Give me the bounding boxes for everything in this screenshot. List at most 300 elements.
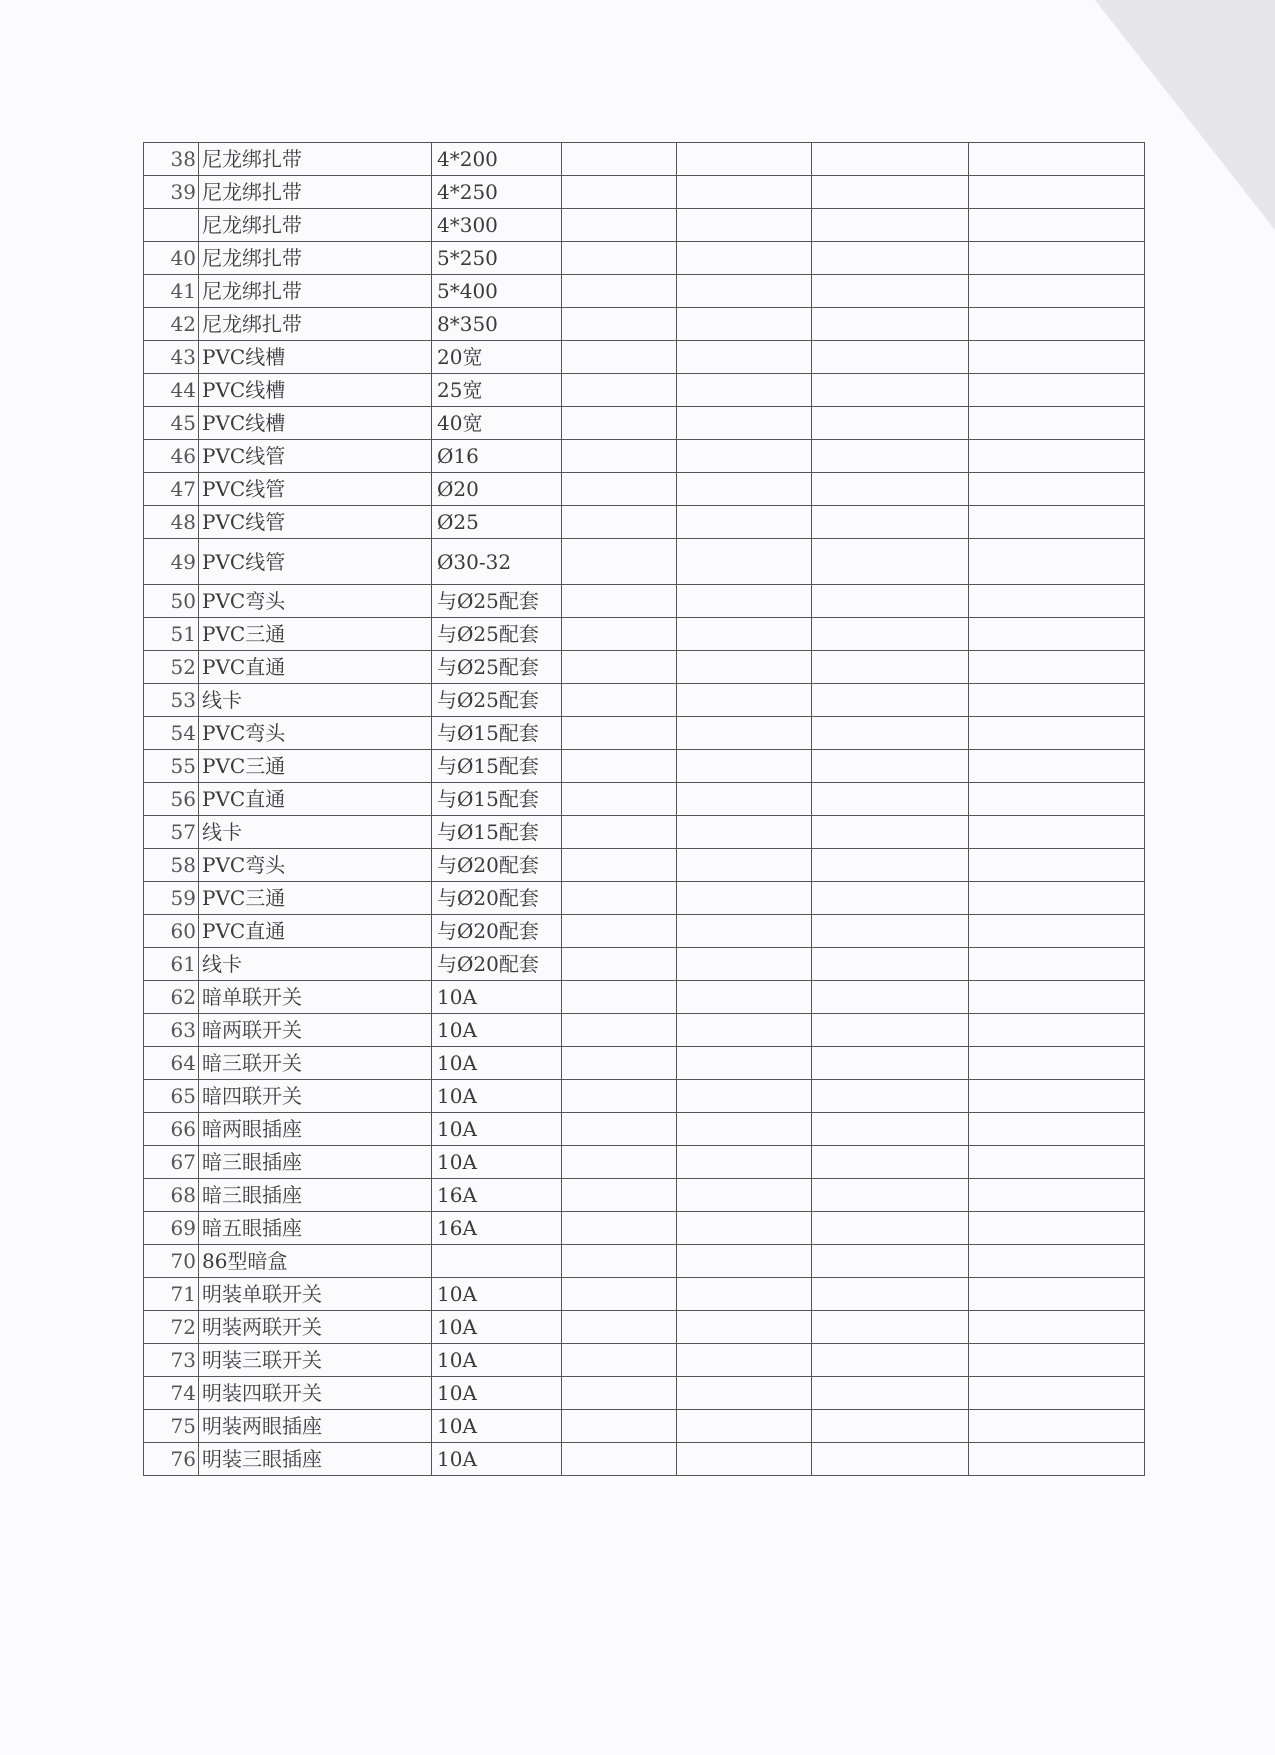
item-name: 尼龙绑扎带 [199, 308, 432, 341]
empty-cell [677, 143, 812, 176]
empty-cell [677, 1443, 812, 1476]
table-row [144, 1278, 1145, 1311]
table-row [144, 308, 1145, 341]
row-number: 49 [144, 539, 199, 585]
item-spec: 10A [432, 1080, 562, 1113]
item-name: 暗单联开关 [199, 981, 432, 1014]
row-number: 65 [144, 1080, 199, 1113]
item-spec: 10A [432, 981, 562, 1014]
empty-cell [677, 506, 812, 539]
empty-cell [812, 1344, 969, 1377]
empty-cell [812, 1113, 969, 1146]
empty-cell [677, 783, 812, 816]
row-number: 56 [144, 783, 199, 816]
item-name: 尼龙绑扎带 [199, 209, 432, 242]
item-spec: Ø25 [432, 506, 562, 539]
item-name: 明装单联开关 [199, 1278, 432, 1311]
empty-cell [562, 143, 677, 176]
empty-cell [562, 209, 677, 242]
empty-cell [562, 308, 677, 341]
empty-cell [677, 1344, 812, 1377]
item-spec: 10A [432, 1410, 562, 1443]
empty-cell [969, 1146, 1145, 1179]
row-number: 54 [144, 717, 199, 750]
item-spec: 与Ø20配套 [432, 849, 562, 882]
empty-cell [969, 717, 1145, 750]
empty-cell [677, 585, 812, 618]
empty-cell [812, 473, 969, 506]
row-number: 70 [144, 1245, 199, 1278]
item-name: PVC直通 [199, 783, 432, 816]
empty-cell [677, 1080, 812, 1113]
empty-cell [677, 750, 812, 783]
empty-cell [562, 750, 677, 783]
empty-cell [562, 1047, 677, 1080]
table-body [144, 143, 1145, 1476]
empty-cell [969, 618, 1145, 651]
row-number: 43 [144, 341, 199, 374]
item-spec: 10A [432, 1146, 562, 1179]
row-number: 60 [144, 915, 199, 948]
item-spec: 5*250 [432, 242, 562, 275]
empty-cell [677, 341, 812, 374]
empty-cell [969, 209, 1145, 242]
item-spec: 10A [432, 1047, 562, 1080]
empty-cell [969, 1014, 1145, 1047]
empty-cell [562, 275, 677, 308]
row-number: 50 [144, 585, 199, 618]
empty-cell [812, 1047, 969, 1080]
empty-cell [969, 915, 1145, 948]
item-spec: Ø30-32 [432, 539, 562, 585]
item-name: 暗两眼插座 [199, 1113, 432, 1146]
empty-cell [969, 275, 1145, 308]
empty-cell [677, 176, 812, 209]
table-row [144, 209, 1145, 242]
table-row [144, 539, 1145, 585]
empty-cell [969, 1278, 1145, 1311]
empty-cell [677, 1014, 812, 1047]
item-name: PVC线管 [199, 539, 432, 585]
empty-cell [969, 308, 1145, 341]
table-row [144, 1311, 1145, 1344]
row-number: 74 [144, 1377, 199, 1410]
table-row [144, 585, 1145, 618]
item-spec: 40宽 [432, 407, 562, 440]
item-spec: 与Ø20配套 [432, 882, 562, 915]
empty-cell [812, 948, 969, 981]
empty-cell [969, 1047, 1145, 1080]
item-spec: 与Ø25配套 [432, 651, 562, 684]
table-row [144, 816, 1145, 849]
empty-cell [812, 242, 969, 275]
table-row [144, 684, 1145, 717]
table-row [144, 882, 1145, 915]
row-number: 64 [144, 1047, 199, 1080]
row-number: 62 [144, 981, 199, 1014]
item-name: 暗两联开关 [199, 1014, 432, 1047]
empty-cell [812, 849, 969, 882]
item-spec: 4*300 [432, 209, 562, 242]
row-number: 76 [144, 1443, 199, 1476]
item-name: 暗四联开关 [199, 1080, 432, 1113]
empty-cell [969, 407, 1145, 440]
item-spec: 10A [432, 1311, 562, 1344]
item-spec: 8*350 [432, 308, 562, 341]
empty-cell [677, 1311, 812, 1344]
empty-cell [969, 1311, 1145, 1344]
item-name: PVC三通 [199, 750, 432, 783]
item-spec: 与Ø20配套 [432, 948, 562, 981]
row-number: 67 [144, 1146, 199, 1179]
empty-cell [677, 1179, 812, 1212]
empty-cell [812, 684, 969, 717]
empty-cell [677, 1113, 812, 1146]
empty-cell [969, 948, 1145, 981]
empty-cell [812, 1080, 969, 1113]
empty-cell [562, 1410, 677, 1443]
empty-cell [812, 1245, 969, 1278]
item-name: 明装四联开关 [199, 1377, 432, 1410]
empty-cell [969, 849, 1145, 882]
empty-cell [562, 176, 677, 209]
empty-cell [562, 783, 677, 816]
empty-cell [812, 981, 969, 1014]
item-name: 暗三眼插座 [199, 1146, 432, 1179]
empty-cell [677, 1410, 812, 1443]
item-spec: Ø16 [432, 440, 562, 473]
row-number: 66 [144, 1113, 199, 1146]
empty-cell [969, 242, 1145, 275]
empty-cell [562, 440, 677, 473]
table-row [144, 176, 1145, 209]
item-spec: 20宽 [432, 341, 562, 374]
empty-cell [969, 374, 1145, 407]
item-name: 暗三联开关 [199, 1047, 432, 1080]
empty-cell [812, 275, 969, 308]
item-spec: Ø20 [432, 473, 562, 506]
table-row [144, 1014, 1145, 1047]
empty-cell [677, 407, 812, 440]
empty-cell [677, 651, 812, 684]
empty-cell [562, 651, 677, 684]
table-row [144, 750, 1145, 783]
item-spec: 25宽 [432, 374, 562, 407]
empty-cell [812, 750, 969, 783]
item-spec: 与Ø20配套 [432, 915, 562, 948]
item-name: 明装三联开关 [199, 1344, 432, 1377]
row-number: 41 [144, 275, 199, 308]
item-spec: 10A [432, 1443, 562, 1476]
empty-cell [562, 1311, 677, 1344]
empty-cell [812, 539, 969, 585]
item-spec: 与Ø25配套 [432, 618, 562, 651]
empty-cell [969, 1245, 1145, 1278]
table-row [144, 849, 1145, 882]
row-number: 61 [144, 948, 199, 981]
table-row [144, 1443, 1145, 1476]
empty-cell [677, 1146, 812, 1179]
row-number: 57 [144, 816, 199, 849]
item-name: PVC直通 [199, 915, 432, 948]
row-number [144, 209, 199, 242]
item-name: 明装两联开关 [199, 1311, 432, 1344]
empty-cell [812, 1410, 969, 1443]
item-name: PVC线管 [199, 440, 432, 473]
empty-cell [677, 242, 812, 275]
row-number: 58 [144, 849, 199, 882]
row-number: 68 [144, 1179, 199, 1212]
table-row [144, 1245, 1145, 1278]
empty-cell [562, 1146, 677, 1179]
table-row [144, 1047, 1145, 1080]
empty-cell [812, 407, 969, 440]
empty-cell [562, 1080, 677, 1113]
empty-cell [812, 1278, 969, 1311]
item-spec: 与Ø15配套 [432, 750, 562, 783]
item-name: 暗五眼插座 [199, 1212, 432, 1245]
item-spec: 与Ø15配套 [432, 783, 562, 816]
item-spec: 10A [432, 1377, 562, 1410]
item-name: 暗三眼插座 [199, 1179, 432, 1212]
empty-cell [969, 651, 1145, 684]
item-name: 86型暗盒 [199, 1245, 432, 1278]
item-name: 线卡 [199, 684, 432, 717]
item-name: PVC三通 [199, 882, 432, 915]
empty-cell [562, 618, 677, 651]
empty-cell [677, 849, 812, 882]
empty-cell [812, 374, 969, 407]
empty-cell [812, 143, 969, 176]
item-name: 尼龙绑扎带 [199, 176, 432, 209]
empty-cell [969, 143, 1145, 176]
empty-cell [677, 1212, 812, 1245]
table-row [144, 1146, 1145, 1179]
empty-cell [969, 176, 1145, 209]
empty-cell [562, 341, 677, 374]
empty-cell [562, 1014, 677, 1047]
empty-cell [969, 506, 1145, 539]
empty-cell [969, 1410, 1145, 1443]
empty-cell [677, 948, 812, 981]
table-row [144, 341, 1145, 374]
item-spec: 与Ø25配套 [432, 585, 562, 618]
empty-cell [969, 473, 1145, 506]
empty-cell [812, 1311, 969, 1344]
item-spec [432, 1245, 562, 1278]
empty-cell [969, 1344, 1145, 1377]
item-name: PVC三通 [199, 618, 432, 651]
empty-cell [969, 440, 1145, 473]
empty-cell [677, 539, 812, 585]
empty-cell [562, 374, 677, 407]
empty-cell [969, 1113, 1145, 1146]
empty-cell [969, 539, 1145, 585]
row-number: 73 [144, 1344, 199, 1377]
item-spec: 10A [432, 1113, 562, 1146]
row-number: 69 [144, 1212, 199, 1245]
row-number: 53 [144, 684, 199, 717]
empty-cell [677, 209, 812, 242]
empty-cell [562, 506, 677, 539]
item-name: 尼龙绑扎带 [199, 275, 432, 308]
table-row [144, 1179, 1145, 1212]
empty-cell [677, 618, 812, 651]
row-number: 47 [144, 473, 199, 506]
row-number: 51 [144, 618, 199, 651]
empty-cell [562, 1212, 677, 1245]
item-name: PVC线槽 [199, 374, 432, 407]
empty-cell [677, 308, 812, 341]
empty-cell [677, 1245, 812, 1278]
empty-cell [562, 407, 677, 440]
table-row [144, 783, 1145, 816]
item-name: 明装三眼插座 [199, 1443, 432, 1476]
table-row [144, 242, 1145, 275]
empty-cell [562, 717, 677, 750]
empty-cell [562, 1278, 677, 1311]
empty-cell [969, 585, 1145, 618]
empty-cell [969, 1377, 1145, 1410]
empty-cell [812, 585, 969, 618]
empty-cell [677, 882, 812, 915]
empty-cell [969, 882, 1145, 915]
table-row [144, 948, 1145, 981]
empty-cell [677, 1047, 812, 1080]
empty-cell [969, 1212, 1145, 1245]
empty-cell [677, 717, 812, 750]
empty-cell [812, 618, 969, 651]
table-row [144, 1113, 1145, 1146]
empty-cell [677, 684, 812, 717]
row-number: 72 [144, 1311, 199, 1344]
empty-cell [562, 1113, 677, 1146]
empty-cell [562, 684, 677, 717]
empty-cell [562, 981, 677, 1014]
empty-cell [812, 1377, 969, 1410]
row-number: 52 [144, 651, 199, 684]
empty-cell [969, 1080, 1145, 1113]
item-spec: 与Ø15配套 [432, 717, 562, 750]
item-spec: 16A [432, 1179, 562, 1212]
item-spec: 10A [432, 1344, 562, 1377]
table-row [144, 1377, 1145, 1410]
empty-cell [969, 981, 1145, 1014]
item-name: 明装两眼插座 [199, 1410, 432, 1443]
table-row [144, 651, 1145, 684]
empty-cell [812, 308, 969, 341]
empty-cell [562, 539, 677, 585]
empty-cell [677, 473, 812, 506]
item-spec: 5*400 [432, 275, 562, 308]
item-name: PVC弯头 [199, 717, 432, 750]
table-row [144, 1212, 1145, 1245]
empty-cell [812, 176, 969, 209]
empty-cell [812, 506, 969, 539]
empty-cell [562, 849, 677, 882]
item-name: PVC线管 [199, 473, 432, 506]
row-number: 40 [144, 242, 199, 275]
empty-cell [562, 1443, 677, 1476]
empty-cell [562, 816, 677, 849]
item-spec: 与Ø25配套 [432, 684, 562, 717]
empty-cell [969, 750, 1145, 783]
row-number: 38 [144, 143, 199, 176]
empty-cell [562, 1377, 677, 1410]
item-name: 线卡 [199, 948, 432, 981]
empty-cell [812, 717, 969, 750]
empty-cell [677, 275, 812, 308]
row-number: 42 [144, 308, 199, 341]
empty-cell [812, 440, 969, 473]
empty-cell [677, 816, 812, 849]
empty-cell [562, 242, 677, 275]
item-name: PVC线槽 [199, 341, 432, 374]
item-name: PVC弯头 [199, 585, 432, 618]
empty-cell [677, 374, 812, 407]
item-spec: 与Ø15配套 [432, 816, 562, 849]
table-row [144, 143, 1145, 176]
table-row [144, 1344, 1145, 1377]
table-row [144, 374, 1145, 407]
item-name: PVC线槽 [199, 407, 432, 440]
row-number: 63 [144, 1014, 199, 1047]
empty-cell [812, 915, 969, 948]
empty-cell [812, 816, 969, 849]
empty-cell [812, 1179, 969, 1212]
row-number: 75 [144, 1410, 199, 1443]
empty-cell [969, 783, 1145, 816]
row-number: 55 [144, 750, 199, 783]
empty-cell [562, 915, 677, 948]
table-row [144, 440, 1145, 473]
empty-cell [969, 1443, 1145, 1476]
row-number: 48 [144, 506, 199, 539]
empty-cell [562, 1245, 677, 1278]
empty-cell [677, 981, 812, 1014]
empty-cell [677, 1377, 812, 1410]
empty-cell [562, 1179, 677, 1212]
empty-cell [812, 1014, 969, 1047]
empty-cell [969, 684, 1145, 717]
table-row [144, 506, 1145, 539]
row-number: 39 [144, 176, 199, 209]
table-row [144, 915, 1145, 948]
item-spec: 4*200 [432, 143, 562, 176]
item-spec: 10A [432, 1278, 562, 1311]
item-name: 尼龙绑扎带 [199, 143, 432, 176]
empty-cell [969, 341, 1145, 374]
empty-cell [677, 915, 812, 948]
row-number: 44 [144, 374, 199, 407]
row-number: 45 [144, 407, 199, 440]
table-row [144, 275, 1145, 308]
empty-cell [969, 1179, 1145, 1212]
empty-cell [812, 651, 969, 684]
empty-cell [812, 209, 969, 242]
empty-cell [562, 948, 677, 981]
empty-cell [562, 585, 677, 618]
item-spec: 16A [432, 1212, 562, 1245]
row-number: 71 [144, 1278, 199, 1311]
table-row [144, 981, 1145, 1014]
empty-cell [812, 1443, 969, 1476]
table-row [144, 618, 1145, 651]
empty-cell [812, 882, 969, 915]
item-name: 线卡 [199, 816, 432, 849]
item-name: PVC弯头 [199, 849, 432, 882]
empty-cell [812, 341, 969, 374]
